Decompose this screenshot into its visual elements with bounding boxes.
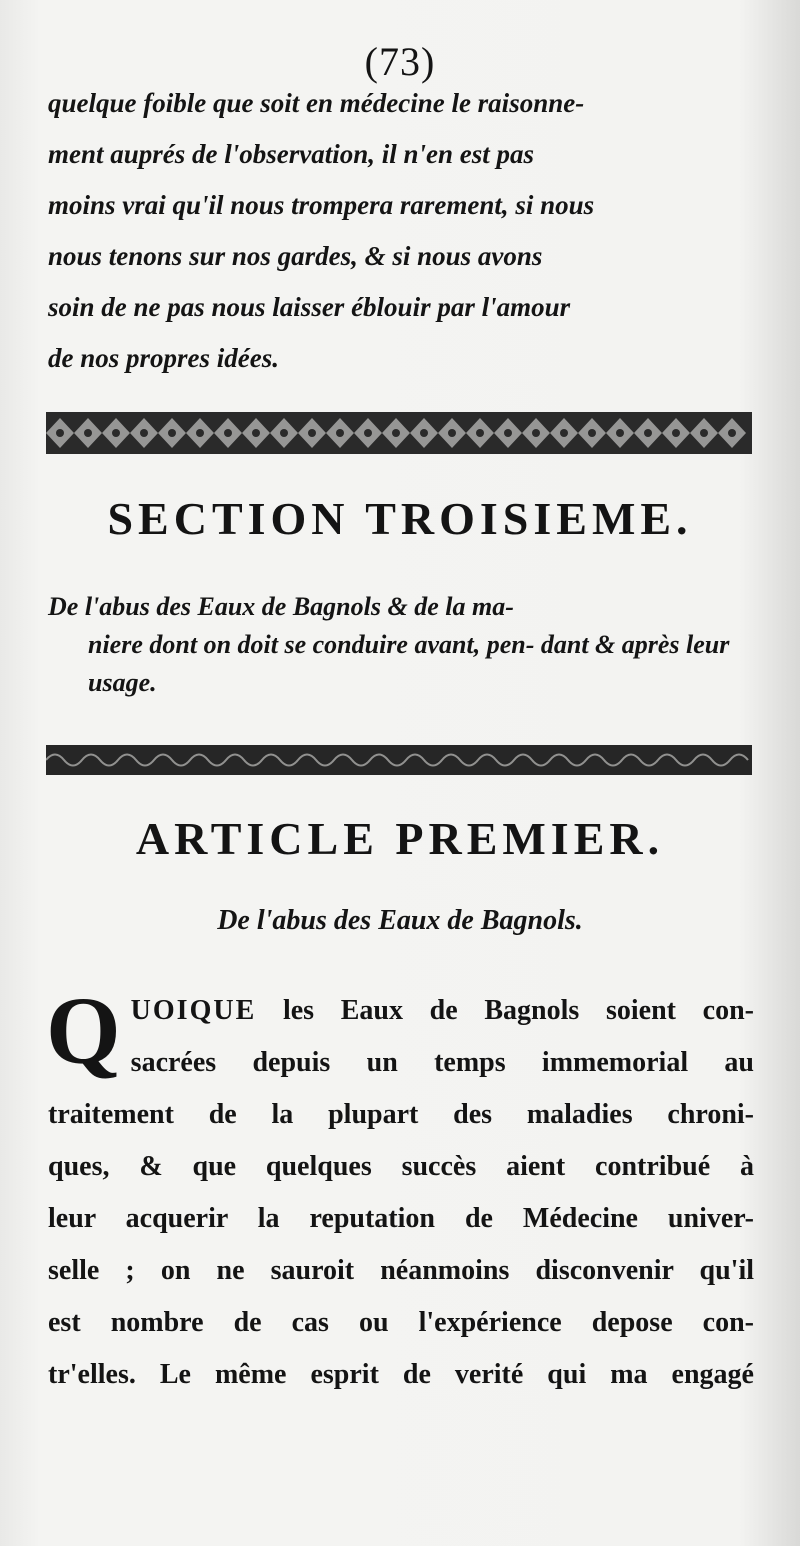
text-line: ment auprés de l'observation, il n'en est pas (48, 139, 535, 169)
text-line-rest: les Eaux de Bagnols soient con- (282, 995, 755, 1026)
drop-cap: Q (46, 977, 121, 1084)
section-description-first-line: De l'abus des Eaux de Bagnols & de la ma- (48, 592, 514, 621)
section-description-rest: niere dont on doit se conduire avant, pen- dant & après leur usage. (88, 630, 730, 697)
text-line: ques, & que quelques succès aient contribué à (48, 1151, 754, 1182)
ornamental-band-middle (46, 745, 752, 775)
top-paragraph (48, 78, 758, 384)
article-body (46, 977, 755, 1401)
text-line: nous tenons sur nos gardes, & si nous avons (48, 241, 543, 271)
smallcaps-word: UOIQUE (130, 995, 257, 1026)
text-line: moins vrai qu'il nous trompera rarement, si nous (48, 190, 595, 220)
text-line: selle ; on ne sauroit néanmoins disconvenir qu'il (48, 1255, 754, 1286)
text-line: est nombre de cas ou l'expérience depose con- (48, 1307, 754, 1338)
text-line (48, 985, 754, 1037)
section-title: SECTION TROISIEME. (107, 493, 693, 544)
text-line: de nos propres idées. (48, 343, 279, 373)
text-line: sacrées depuis un temps immemorial au (130, 1047, 754, 1078)
article-title: ARTICLE PREMIER. (135, 813, 665, 864)
text-line: quelque foible que soit en médecine le raisonne- (48, 88, 585, 118)
text-line: tr'elles. Le même esprit de verité qui ma engagé (48, 1359, 754, 1390)
text-line: leur acquerir la reputation de Médecine univer- (48, 1203, 754, 1234)
text-line: traitement de la plupart des maladies chroni- (48, 1099, 754, 1130)
ornamental-band-top (46, 412, 752, 454)
article-subtitle: De l'abus des Eaux de Bagnols. (217, 905, 583, 936)
text-line: soin de ne pas nous laisser éblouir par l'amour (48, 292, 571, 322)
page-number: (73) (364, 39, 436, 84)
section-description (48, 588, 754, 702)
